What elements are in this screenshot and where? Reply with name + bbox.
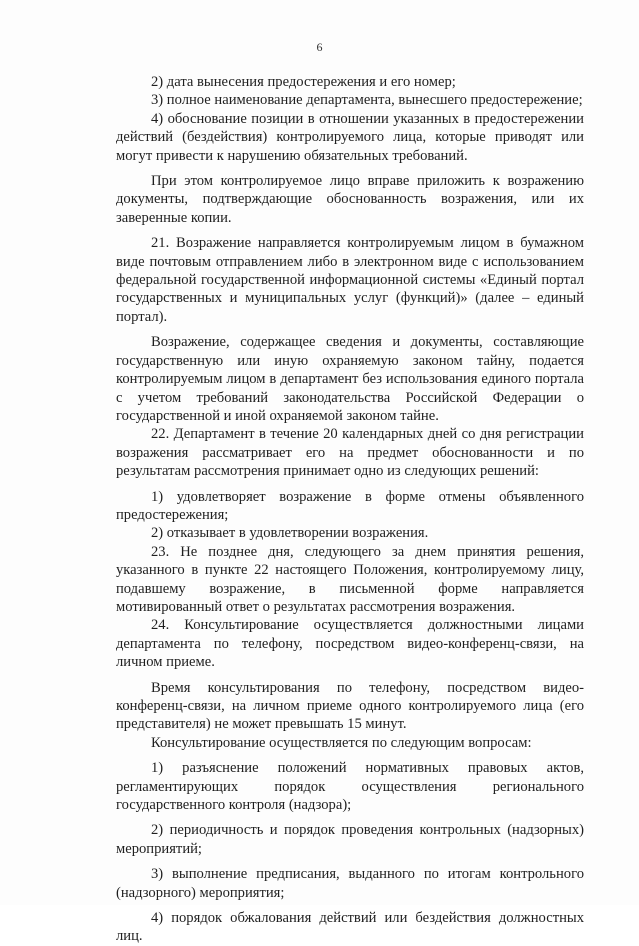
paragraph-item-2: 2) дата вынесения предостережения и его номер; [151,74,456,90]
page-number: 6 [316,40,323,54]
paragraph-item-3: 3) полное наименование департамента, вынесшего предостережение; [151,92,583,109]
paragraph-clause-24: 24. Консультирование осуществляется должностными лицами департамента по телефону, посредством видео-конференц-связи, на личном приеме. [116,617,584,671]
paragraph-clause-23: 23. Не позднее дня, следующего за днем принятия решения, указанного в пункте 22 настоящего Положения, контролируемому лицу, подавшему возражение, в письменной форме направляется мотивированный ответ о результатах рассмотрения возражения. [116,543,584,615]
paragraph-secret-objection: Возражение, содержащее сведения и документы, составляющие государственную или иную охраняемую законом тайну, подается контролируемым лицом в департамент без использования единого портала с учетом требований законодательства Российской Федерации о государственной и иной охраняемой законом тайне. [116,334,584,424]
paragraph-decision-1: 1) удовлетворяет возражение в форме отмены объявленного предостережения; [116,488,584,523]
document-body [116,73,584,946]
paragraph-topic-2: 2) периодичность и порядок проведения контрольных (надзорных) мероприятий; [116,822,584,857]
paragraph-consult-time: Время консультирования по телефону, посредством видео-конференц-связи, на личном приеме одного контролируемого лица (его представителя) не может превышать 15 минут. [116,679,584,733]
paragraph-decision-2: 2) отказывает в удовлетворении возражения. [151,525,429,542]
paragraph-clause-21: 21. Возражение направляется контролируемым лицом в бумажном виде почтовым отправлением либо в электронном виде с использованием федеральной государственной информационной системы «Единый портал государственных и муниципальных услуг (функций)» (далее – единый портал). [116,235,584,325]
paragraph-clause-22: 22. Департамент в течение 20 календарных дней со дня регистрации возражения рассматривает его на предмет обоснованности и по результатам рассмотрения принимает одно из следующих решений: [116,426,584,480]
paragraph-topic-1: 1) разъяснение положений нормативных правовых актов, регламентирующих порядок осуществления регионального государственного контроля (надзора); [116,760,584,814]
paragraph-attachments: При этом контролируемое лицо вправе приложить к возражению документы, подтверждающие обоснованность возражения, или их заверенные копии. [116,173,584,226]
paragraph-topic-4: 4) порядок обжалования действий или бездействия должностных лиц. [116,910,584,945]
paragraph-topic-3: 3) выполнение предписания, выданного по итогам контрольного (надзорного) мероприятия; [116,866,584,901]
paragraph-consult-topics: Консультирование осуществляется по следующим вопросам: [151,734,532,751]
paragraph-item-4: 4) обоснование позиции в отношении указанных в предостережении действий (бездействия) контролируемого лица, которые приводят или могут привести к нарушению обязательных требований. [116,110,584,164]
